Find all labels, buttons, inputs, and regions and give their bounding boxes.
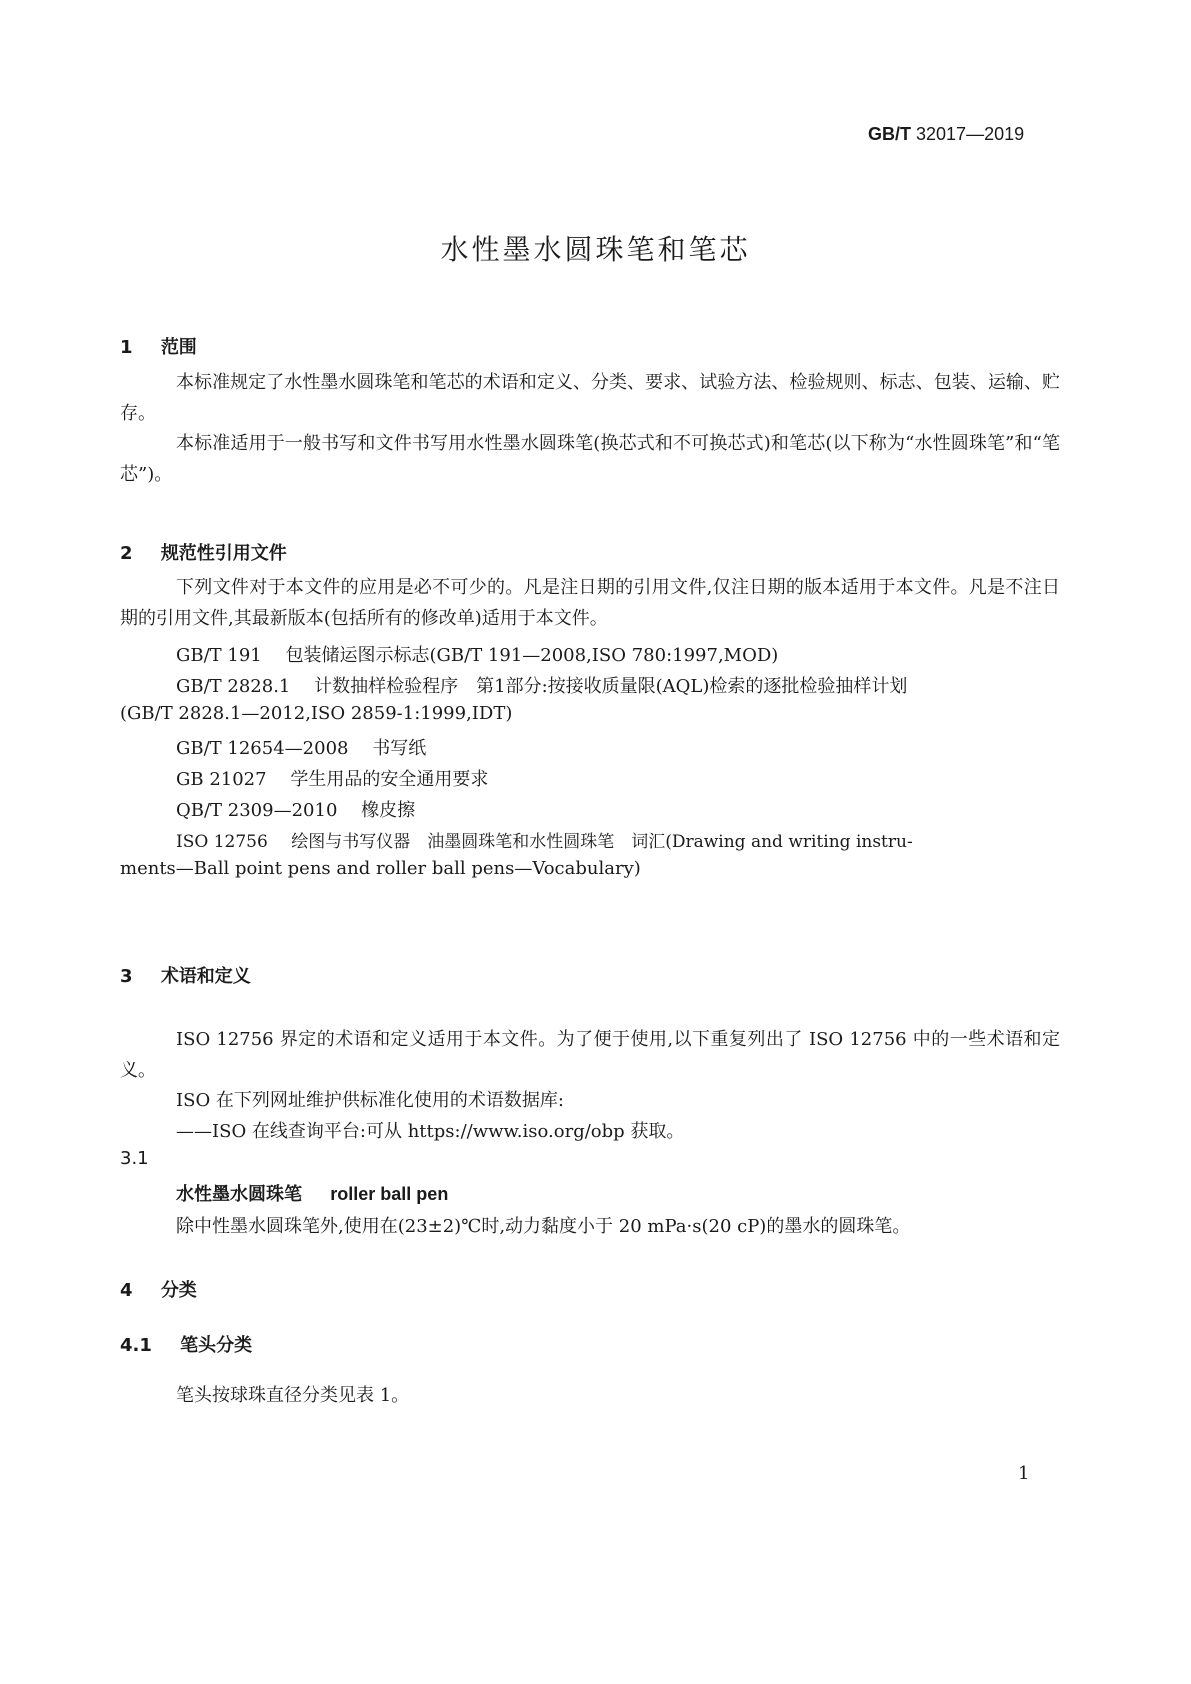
- reference-code: GB/T 2828.1: [176, 676, 291, 697]
- section-title: 规范性引用文件: [160, 543, 287, 564]
- subsection-number: 4.1: [120, 1335, 152, 1356]
- section-3-list-item: ——ISO 在线查询平台:可从 https://www.iso.org/obp 获取。: [176, 1121, 685, 1142]
- reference-title: 书写纸: [372, 738, 427, 759]
- term-chinese: 水性墨水圆珠笔: [176, 1184, 302, 1205]
- section-4-paragraph: 笔头按球珠直径分类见表 1。: [176, 1385, 410, 1406]
- reference-title: 包装储运图示标志(GB/T 191—2008,ISO 780:1997,MOD): [285, 645, 779, 666]
- section-3-paragraph-1: ISO 12756 界定的术语和定义适用于本文件。为了便于使用,以下重复列出了 ISO 12756 中的一些术语和定义。: [120, 1029, 1060, 1081]
- section-2-intro: 下列文件对于本文件的应用是必不可少的。凡是注日期的引用文件,仅注日期的版本适用于本文件。凡是不注日期的引用文件,其最新版本(包括所有的修改单)适用于本文件。: [120, 577, 1060, 629]
- section-title: 分类: [160, 1280, 197, 1301]
- reference-item: [176, 734, 426, 760]
- section-3-paragraph-2: ISO 在下列网址维护供标准化使用的术语数据库:: [176, 1090, 564, 1111]
- reference-title: 学生用品的安全通用要求: [290, 769, 489, 790]
- reference-title: 绘图与书写仪器 油墨圆珠笔和水性圆珠笔 词汇(Drawing and writing instru-: [291, 832, 913, 852]
- document-title: 水性墨水圆珠笔和笔芯: [440, 233, 751, 266]
- reference-title: 计数抽样检验程序 第1部分:按接收质量限(AQL)检索的逐批检验抽样计划: [314, 676, 908, 697]
- term-definition: 除中性墨水圆珠笔外,使用在(23±2)℃时,动力黏度小于 20 mPa·s(20 cP)的墨水的圆珠笔。: [176, 1216, 911, 1237]
- reference-item: [176, 827, 913, 852]
- section-number: 1: [120, 337, 133, 358]
- section-number: 2: [120, 543, 133, 564]
- reference-continuation: (GB/T 2828.1—2012,ISO 2859-1:1999,IDT): [120, 703, 513, 724]
- reference-item: [176, 672, 907, 698]
- reference-code: QB/T 2309—2010: [176, 800, 338, 821]
- section-1-paragraph-2: 本标准适用于一般书写和文件书写用水性墨水圆珠笔(换芯式和不可换芯式)和笔芯(以下称为“水性圆珠笔”和“笔芯”)。: [120, 433, 1060, 485]
- reference-code: ISO 12756: [176, 832, 268, 852]
- reference-item: [176, 796, 415, 822]
- standard-number: 32017—2019: [916, 124, 1025, 144]
- section-1-paragraph-1: 本标准规定了水性墨水圆珠笔和笔芯的术语和定义、分类、要求、试验方法、检验规则、标志、包装、运输、贮存。: [120, 372, 1060, 424]
- subsection-title: 笔头分类: [180, 1335, 253, 1356]
- section-number: 3: [120, 966, 133, 987]
- standard-prefix: GB/T: [868, 124, 911, 144]
- section-2-heading: [120, 539, 287, 565]
- reference-code: GB/T 12654—2008: [176, 738, 349, 759]
- page-number: 1: [1018, 1463, 1030, 1484]
- term-english: roller ball pen: [330, 1184, 449, 1204]
- subsection-4-1-heading: [120, 1331, 252, 1357]
- reference-item: [176, 765, 488, 791]
- reference-title: 橡皮擦: [361, 800, 416, 821]
- reference-code: GB/T 191: [176, 645, 262, 666]
- standard-code: [868, 124, 1024, 145]
- term-heading: [176, 1180, 448, 1206]
- reference-continuation: ments—Ball point pens and roller ball pens—Vocabulary): [120, 858, 641, 879]
- section-4-heading: [120, 1276, 197, 1302]
- section-title: 范围: [160, 337, 197, 358]
- reference-item: [176, 641, 778, 667]
- reference-code: GB 21027: [176, 769, 267, 790]
- section-number: 4: [120, 1280, 133, 1301]
- section-title: 术语和定义: [160, 966, 251, 987]
- section-3-heading: [120, 962, 251, 988]
- section-1-heading: [120, 333, 197, 359]
- term-number: 3.1: [120, 1148, 149, 1169]
